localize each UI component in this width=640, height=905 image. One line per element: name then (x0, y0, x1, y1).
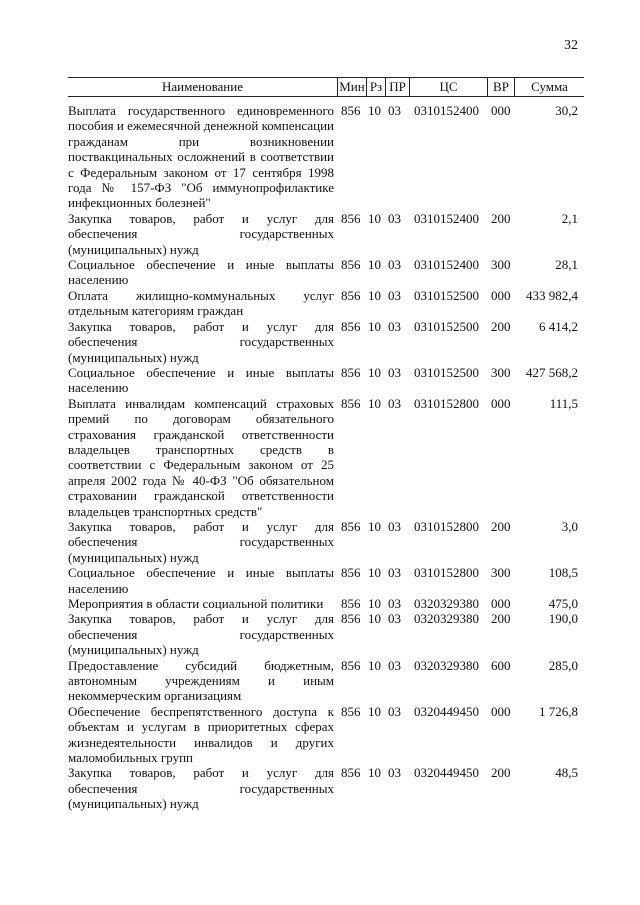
cell-min: 856 (341, 364, 361, 380)
cell-rz: 10 (368, 318, 381, 334)
header-vr: ВР (488, 78, 515, 96)
cell-pr: 03 (388, 210, 401, 226)
cell-sum: 1 726,8 (539, 703, 578, 719)
cell-min: 856 (341, 657, 361, 673)
cell-pr: 03 (388, 765, 401, 781)
table-row (68, 365, 584, 396)
cell-min: 856 (341, 765, 361, 781)
cell-name: Выплата государственного единовременного пособия и ежемесячной денежной компенсации гражданам при возникновении поствакцинальных осложнений в соответствии с Федеральным законом от 17 сентября 1998 года № 157-ФЗ "Об иммунопрофилактике инфекционных болезней" (68, 103, 334, 211)
cell-rz: 10 (368, 210, 381, 226)
cell-vr: 200 (491, 318, 511, 334)
cell-cs: 0310152800 (414, 395, 479, 411)
cell-name: Социальное обеспечение и иные выплаты населению (68, 565, 334, 596)
cell-sum: 433 982,4 (526, 287, 578, 303)
cell-cs: 0310152500 (414, 364, 479, 380)
cell-sum: 108,5 (548, 565, 578, 581)
cell-cs: 0320329380 (414, 611, 479, 627)
cell-name: Оплата жилищно-коммунальных услуг отдельным категориям граждан (68, 287, 334, 319)
cell-pr: 03 (388, 596, 401, 611)
cell-vr: 300 (491, 364, 511, 380)
header-cs: ЦС (410, 78, 488, 96)
cell-pr: 03 (388, 703, 401, 719)
cell-rz: 10 (368, 596, 381, 611)
table-row (68, 596, 584, 611)
table-row (68, 519, 584, 565)
cell-name: Социальное обеспечение и иные выплаты населению (68, 364, 334, 396)
cell-cs: 0310152800 (414, 518, 479, 534)
cell-sum: 3,0 (561, 518, 578, 534)
cell-sum: 6 414,2 (539, 318, 578, 334)
cell-min: 856 (341, 518, 361, 534)
table-row (68, 319, 584, 365)
cell-min: 856 (341, 318, 361, 334)
cell-rz: 10 (368, 287, 381, 303)
cell-sum: 427 568,2 (526, 364, 578, 380)
page-number: 32 (564, 38, 578, 53)
cell-name: Обеспечение беспрепятственного доступа к объектам и услугам в приоритетных сферах жизнедеятельности инвалидов и других маломобильных групп (68, 703, 334, 766)
cell-min: 856 (341, 103, 361, 118)
cell-cs: 0310152400 (414, 210, 479, 226)
cell-rz: 10 (368, 364, 381, 380)
cell-vr: 200 (491, 611, 511, 627)
cell-vr: 000 (491, 103, 511, 118)
cell-name: Закупка товаров, работ и услуг для обеспечения государственных (муниципальных) нужд (68, 318, 334, 365)
table-row (68, 765, 584, 811)
cell-rz: 10 (368, 657, 381, 673)
cell-min: 856 (341, 287, 361, 303)
table-header (68, 77, 584, 97)
cell-cs: 0310152800 (414, 565, 479, 581)
header-rz: Рз (367, 78, 386, 96)
cell-name: Закупка товаров, работ и услуг для обеспечения государственных (муниципальных) нужд (68, 611, 334, 658)
cell-cs: 0310152400 (414, 103, 479, 118)
cell-rz: 10 (368, 611, 381, 627)
cell-pr: 03 (388, 103, 401, 118)
cell-vr: 000 (491, 395, 511, 411)
cell-sum: 28,1 (555, 257, 578, 273)
cell-rz: 10 (368, 565, 381, 581)
table-row (68, 288, 584, 319)
cell-sum: 30,2 (555, 103, 578, 118)
table-body (68, 103, 584, 812)
cell-pr: 03 (388, 287, 401, 303)
cell-vr: 200 (491, 518, 511, 534)
cell-pr: 03 (388, 257, 401, 273)
cell-vr: 600 (491, 657, 511, 673)
cell-name: Закупка товаров, работ и услуг для обеспечения государственных (муниципальных) нужд (68, 210, 334, 257)
budget-table (68, 77, 584, 812)
cell-pr: 03 (388, 518, 401, 534)
cell-name: Закупка товаров, работ и услуг для обеспечения государственных (муниципальных) нужд (68, 765, 334, 812)
cell-name: Социальное обеспечение и иные выплаты населению (68, 257, 334, 288)
cell-min: 856 (341, 596, 361, 611)
table-row (68, 658, 584, 704)
cell-min: 856 (341, 210, 361, 226)
cell-name: Закупка товаров, работ и услуг для обеспечения государственных (муниципальных) нужд (68, 518, 334, 565)
cell-pr: 03 (388, 611, 401, 627)
cell-cs: 0320449450 (414, 765, 479, 781)
cell-pr: 03 (388, 395, 401, 411)
cell-rz: 10 (368, 395, 381, 411)
cell-cs: 0320329380 (414, 596, 479, 611)
cell-sum: 111,5 (549, 395, 578, 411)
header-pr: ПР (386, 78, 410, 96)
cell-rz: 10 (368, 703, 381, 719)
cell-pr: 03 (388, 565, 401, 581)
cell-name: Мероприятия в области социальной политики (68, 596, 324, 611)
cell-pr: 03 (388, 318, 401, 334)
cell-sum: 190,0 (548, 611, 578, 627)
cell-vr: 200 (491, 210, 511, 226)
table-row (68, 257, 584, 288)
cell-min: 856 (341, 611, 361, 627)
table-row (68, 103, 584, 211)
cell-cs: 0320329380 (414, 657, 479, 673)
cell-rz: 10 (368, 765, 381, 781)
cell-rz: 10 (368, 518, 381, 534)
cell-cs: 0310152400 (414, 257, 479, 273)
cell-cs: 0310152500 (414, 287, 479, 303)
cell-vr: 000 (491, 287, 511, 303)
header-min: Мин (338, 78, 367, 96)
cell-rz: 10 (368, 257, 381, 273)
cell-vr: 200 (491, 765, 511, 781)
table-row (68, 565, 584, 596)
table-row (68, 704, 584, 766)
cell-sum: 475,0 (548, 596, 578, 611)
cell-pr: 03 (388, 364, 401, 380)
table-row (68, 396, 584, 519)
cell-vr: 000 (491, 596, 511, 611)
cell-cs: 0310152500 (414, 318, 479, 334)
cell-vr: 300 (491, 565, 511, 581)
cell-min: 856 (341, 395, 361, 411)
cell-min: 856 (341, 257, 361, 273)
cell-vr: 000 (491, 703, 511, 719)
header-name: Наименование (68, 78, 338, 96)
cell-name: Предоставление субсидий бюджетным, автономным учреждениям и иным некоммерческим организациям (68, 657, 334, 704)
cell-sum: 285,0 (548, 657, 578, 673)
cell-min: 856 (341, 703, 361, 719)
cell-pr: 03 (388, 657, 401, 673)
cell-rz: 10 (368, 103, 381, 118)
table-row (68, 211, 584, 257)
cell-min: 856 (341, 565, 361, 581)
cell-sum: 2,1 (561, 210, 578, 226)
cell-cs: 0320449450 (414, 703, 479, 719)
table-row (68, 611, 584, 657)
cell-sum: 48,5 (555, 765, 578, 781)
cell-name: Выплата инвалидам компенсаций страховых премий по договорам обязательного страхования гражданской ответственности владельцев транспортных средств в соответствии с Федеральным законом от 25 апреля 2002 года № 40-ФЗ "Об обязательном страховании гражданской ответственности владельцев транспортных средств" (68, 395, 334, 519)
cell-vr: 300 (491, 257, 511, 273)
header-sum: Сумма (531, 79, 568, 94)
